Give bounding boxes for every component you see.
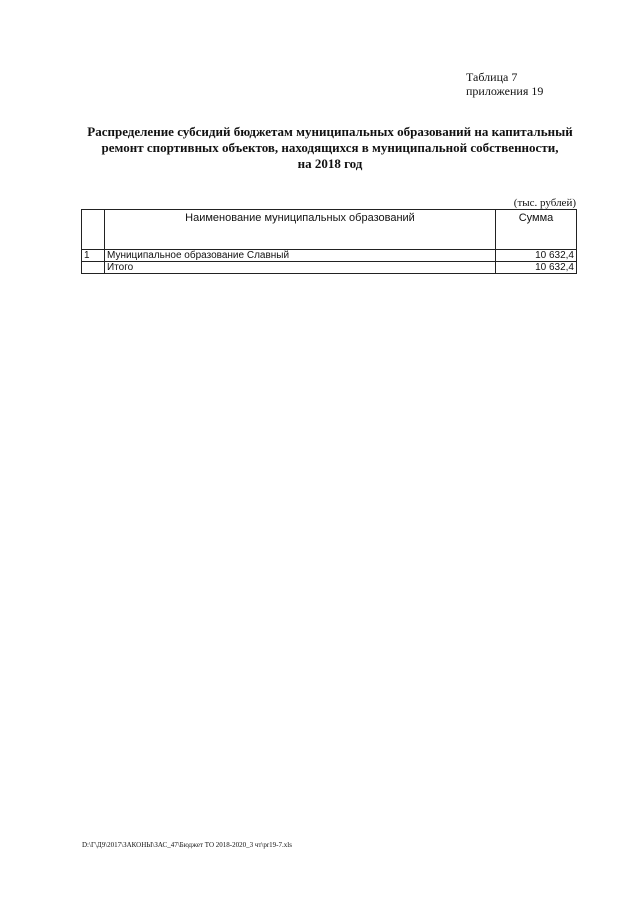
total-sum: 10 632,4 (496, 262, 577, 274)
table-header-row (82, 210, 577, 250)
title-line-1: Распределение субсидий бюджетам муниципальных образований на капитальный (87, 124, 573, 139)
total-label: Итого (105, 262, 496, 274)
row-number: 1 (82, 250, 105, 262)
title-line-2: ремонт спортивных объектов, находящихся в муниципальной собственности, (101, 140, 559, 155)
table-number: Таблица 7 (466, 70, 518, 84)
header-number (82, 210, 105, 250)
title-line-3: на 2018 год (297, 156, 363, 171)
header-municipality-name: Наименование муниципальных образований (105, 210, 496, 250)
table-reference (466, 70, 606, 98)
total-number (82, 262, 105, 274)
subsidy-table (81, 209, 577, 274)
row-municipality-name: Муниципальное образование Славный (105, 250, 496, 262)
header-sum: Сумма (496, 210, 577, 250)
file-path-footer: D:\Г\Д9\2017\ЗАКОНЫ\ЗАС_47\Бюджет ТО 2018-2020_3 чт\pr19-7.xls (82, 841, 292, 849)
document-title (60, 124, 600, 172)
table-row (82, 250, 577, 262)
units-label: (тыс. рублей) (513, 197, 576, 209)
appendix-number: приложения 19 (466, 84, 544, 98)
row-sum: 10 632,4 (496, 250, 577, 262)
table-total-row (82, 262, 577, 274)
